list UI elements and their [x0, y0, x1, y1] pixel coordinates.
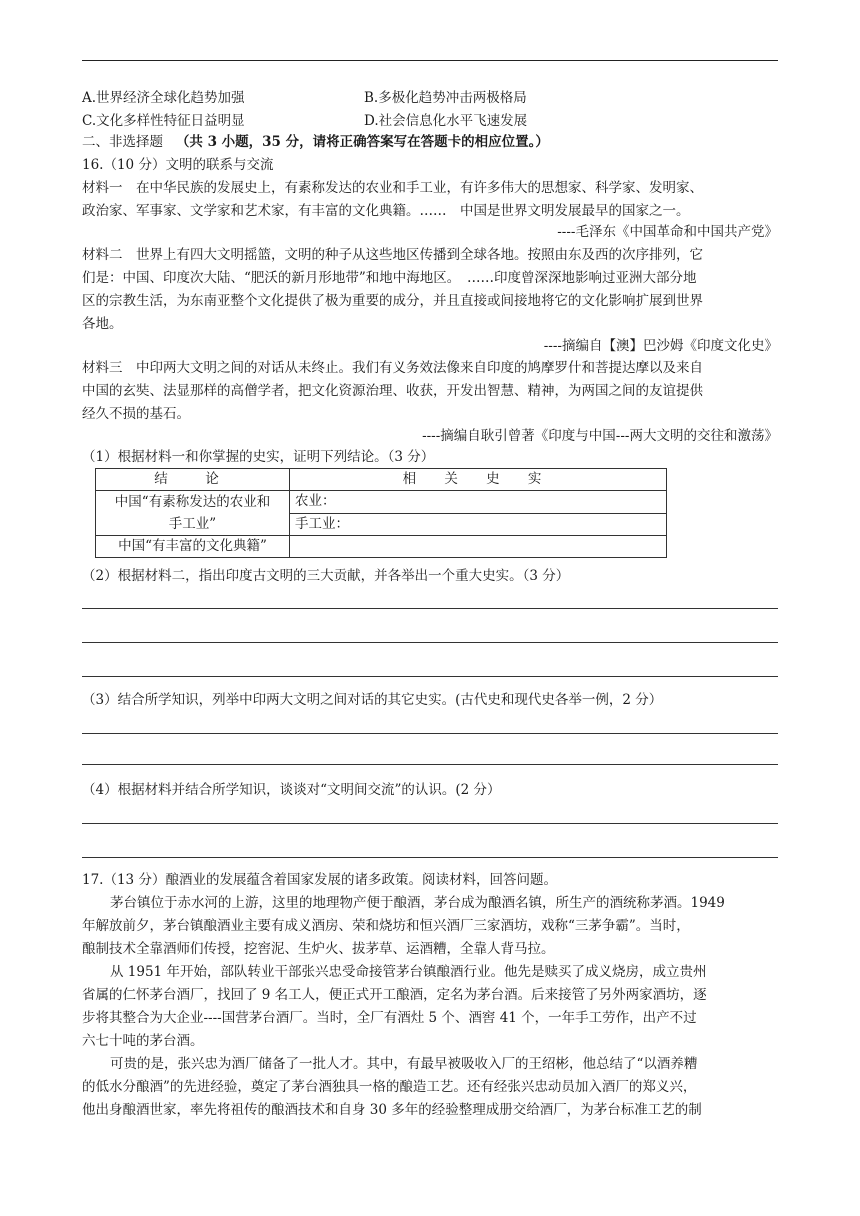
material-2-line: 各地。: [82, 316, 123, 332]
answer-line[interactable]: [82, 676, 778, 677]
q17-paragraph-line: 的低水分酿酒”的先进经验，奠定了茅台酒独具一格的酿造工艺。还有经张兴忠动员加入酒厂的郑义兴，: [82, 1079, 697, 1095]
material-3-source: ----摘编自耿引曾著《印度与中国---两大文明的交往和激荡》: [422, 428, 778, 444]
question-16-3: （3）结合所学知识，列举中印两大文明之间对话的其它史实。(古代史和现代史各举一例，2 分）: [82, 692, 663, 708]
question-16-2: （2）根据材料二，指出印度古文明的三大贡献，并各举出一个重大史实。（3 分）: [82, 568, 570, 584]
question-16-1: （1）根据材料一和你掌握的史实，证明下列结论。（3 分）: [82, 449, 435, 465]
q17-paragraph-line: 省属的仁怀茅台酒厂，找回了 9 名工人，便正式开工酿酒，定名为茅台酒。后来接管了另外两家酒坊，逐: [82, 987, 707, 1003]
table-header-row: [96, 469, 667, 491]
material-2-line: 材料二 世界上有四大文明摇篮，文明的种子从这些地区传播到全球各地。按照由东及西的次序排列，它: [82, 247, 703, 263]
material-2-source: ----摘编自【澳】巴沙姆《印度文化史》: [543, 338, 778, 354]
answer-line[interactable]: [82, 733, 778, 734]
answer-line[interactable]: [82, 642, 778, 643]
option-a: A.世界经济全球化趋势加强: [82, 90, 245, 106]
table-row: [96, 536, 667, 558]
answer-line[interactable]: [82, 857, 778, 858]
handicraft-label: 手工业：: [295, 515, 349, 532]
material-1-source: ----毛泽东《中国革命和中国共产党》: [557, 224, 778, 240]
section-note: （共 3 小题，35 分，请将正确答案写在答题卡的相应位置。）: [175, 134, 549, 150]
conclusion-text: 中国“有素称发达的农业和: [114, 494, 271, 510]
q17-paragraph-line: 从 1951 年开始，部队转业干部张兴忠受命接管茅台镇酿酒行业。他先是赎买了成义烧房，成立贵州: [110, 964, 707, 980]
agriculture-answer-cell[interactable]: [290, 491, 667, 514]
table-row: [96, 491, 667, 514]
agriculture-label: 农业：: [295, 493, 336, 510]
q17-paragraph-line: 可贵的是，张兴忠为酒厂储备了一批人才。其中，有最早被吸收入厂的王绍彬，他总结了“以酒养糟: [110, 1056, 698, 1072]
material-1-line: 政治家、军事家、文学家和艺术家，有丰富的文化典籍。…… 中国是世界文明发展最早的国家之一。: [82, 203, 690, 219]
q17-paragraph-line: 茅台镇位于赤水河的上游，这里的地理物产便于酿酒，茅台成为酿酒名镇，所生产的酒统称茅酒。1949: [110, 895, 725, 911]
q17-paragraph-line: 他出身酿酒世家，率先将祖传的酿酒技术和自身 30 多年的经验整理成册交给酒厂，为茅台标准工艺的制: [82, 1102, 702, 1118]
material-2-line: 区的宗教生活，为东南亚整个文化提供了极为重要的成分，并且直接或间接地将它的文化影响扩展到世界: [82, 293, 703, 309]
question-16-4: （4）根据材料并结合所学知识，谈谈对“文明间交流”的认识。(2 分）: [82, 782, 501, 798]
option-b: B.多极化趋势冲击两极格局: [364, 90, 527, 106]
column-header-conclusion: 结 论: [96, 469, 290, 491]
answer-line[interactable]: [82, 764, 778, 765]
header-rule: [82, 60, 778, 61]
option-c: C.文化多样性特征日益明显: [82, 113, 245, 129]
classics-answer-cell[interactable]: [290, 536, 667, 558]
q17-paragraph-line: 酿制技术全靠酒师们传授，挖窖泥、生炉火、拔茅草、运酒糟，全靠人背马拉。: [82, 941, 555, 957]
option-d: D.社会信息化水平飞速发展: [364, 113, 528, 129]
material-2-line: 们是：中国、印度次大陆、“肥沃的新月形地带”和地中海地区。 ……印度曾深深地影响过亚洲大部分地: [82, 270, 697, 286]
q17-paragraph-line: 步将其整合为大企业----国营茅台酒厂。当时，全厂有酒灶 5 个、酒窖 41 个，一年手工劳作，出产不过: [82, 1010, 697, 1026]
q16-header: 16.（10 分）文明的联系与交流: [82, 157, 274, 173]
handicraft-answer-cell[interactable]: [290, 513, 667, 536]
material-3-line: 中国的玄奘、法显那样的高僧学者，把文化资源治理、收获，开发出智慧、精神，为两国之间的友谊提供: [82, 383, 703, 399]
conclusion-classics: 中国“有丰富的文化典籍”: [96, 536, 290, 558]
material-3-line: 经久不损的基石。: [82, 406, 190, 422]
conclusion-facts-table: [95, 468, 667, 558]
q17-paragraph-line: 六七十吨的茅台酒。: [82, 1033, 204, 1049]
material-1-line: 材料一 在中华民族的发展史上，有素称发达的农业和手工业，有许多伟大的思想家、科学家、发明家、: [82, 180, 703, 196]
answer-line[interactable]: [82, 608, 778, 609]
section-title: 二、非选择题: [82, 134, 163, 150]
conclusion-agri-craft: [96, 491, 290, 536]
q17-header: 17.（13 分）酿酒业的发展蕴含着国家发展的诸多政策。阅读材料，回答问题。: [82, 872, 557, 888]
q17-paragraph-line: 年解放前夕，茅台镇酿酒业主要有成义酒房、荣和烧坊和恒兴酒厂三家酒坊，戏称“三茅争霸”。当时，: [82, 918, 690, 934]
conclusion-text: 手工业”: [168, 516, 217, 532]
material-3-line: 材料三 中印两大文明之间的对话从未终止。我们有义务效法像来自印度的鸠摩罗什和菩提达摩以及来自: [82, 360, 703, 376]
answer-line[interactable]: [82, 823, 778, 824]
column-header-facts: 相 关 史 实: [290, 469, 667, 491]
section-heading: [82, 132, 549, 152]
